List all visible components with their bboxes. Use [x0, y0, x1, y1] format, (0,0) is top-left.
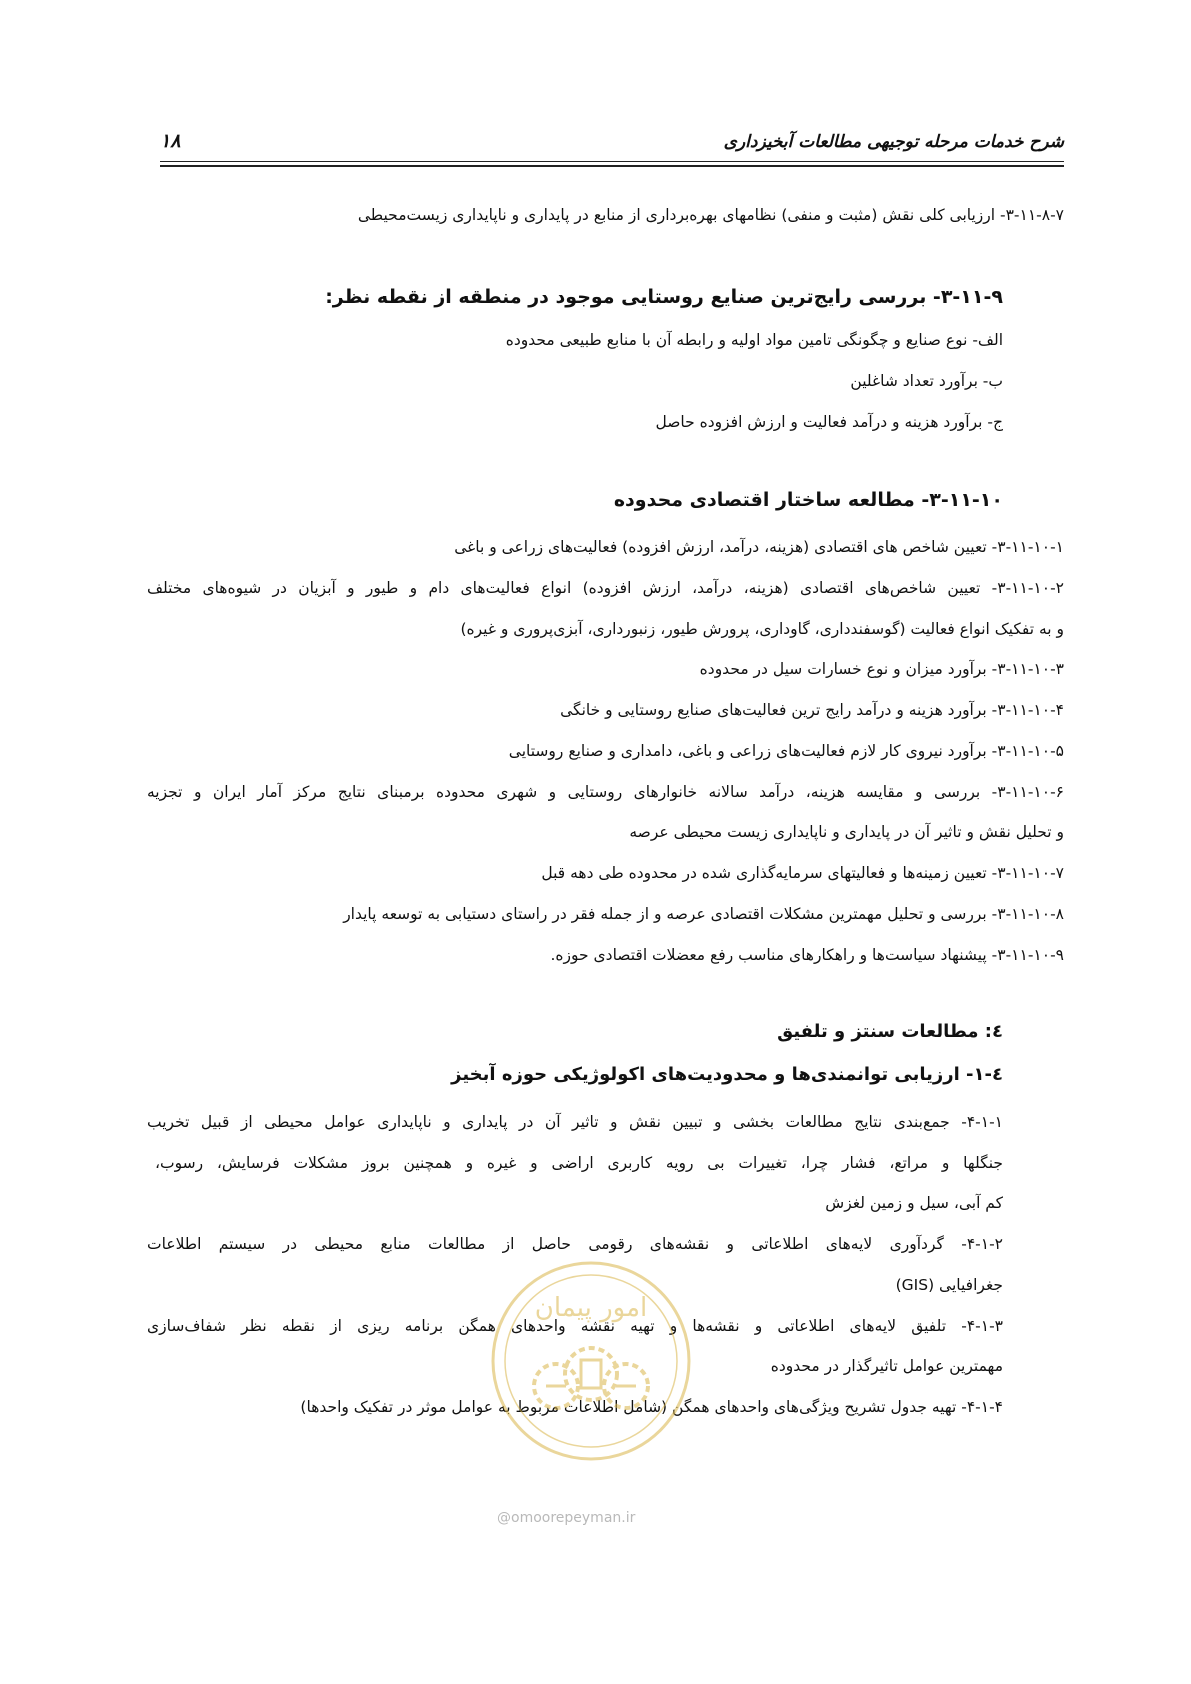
header-title: شرح خدمات مرحله توجیهی مطالعات آبخیزداری — [723, 132, 1064, 152]
at-icon: @ — [497, 1510, 511, 1526]
header-rule-thick — [160, 165, 1064, 167]
paragraph-3-11-10-2: ۳-۱۱-۱۰-۲- تعیین شاخص‌های اقتصادی (هزینه، درآمد، ارزش افزوده) انواع فعالیت‌های دام و طیور و آبزیان در شیوه‌های مختلف — [147, 579, 1064, 597]
paragraph-3-11-8-7: ۳-۱۱-۸-۷- ارزیابی کلی نقش (مثبت و منفی) نظامهای بهره‌برداری از منابع در پایداری و ناپایداری زیست‌محیطی — [357, 206, 1064, 224]
paragraph-3-11-10-7: ۳-۱۱-۱۰-۷- تعیین زمینه‌ها و فعالیتهای سرمایه‌گذاری شده در محدوده طی دهه قبل — [541, 864, 1064, 882]
watermark-site: omoorepeyman.ir — [511, 1510, 636, 1526]
watermark-logo-text: امور پیمان — [534, 1293, 648, 1323]
paragraph-4-1-4: ۴-۱-۴- تهیه جدول تشریح ویژگی‌های واحدهای همگن (شامل اطلاعات مربوط به عوامل موثر در تفکیک واحدها) — [300, 1398, 1003, 1416]
paragraph-3-11-10-6: ۳-۱۱-۱۰-۶- بررسی و مقایسه هزینه، درآمد سالانه خانوارهای روستایی و شهری محدوده برمبنای نتایج مرکز آمار ایران و تجزیه — [147, 783, 1064, 801]
paragraph-4-1-1-cont1: جنگلها و مراتع، فشار چرا، تغییرات بی رویه کاربری اراضی و غیره و همچنین بروز مشکلات فرسایش، رسوب، — [155, 1154, 1003, 1172]
page-number: ۱۸ — [160, 130, 181, 152]
list-item-jim: ج- برآورد هزینه و درآمد فعالیت و ارزش افزوده حاصل — [655, 413, 1003, 431]
header-rule-thin — [160, 161, 1064, 162]
section-heading-4: ٤: مطالعات سنتز و تلفیق — [777, 1021, 1003, 1042]
paragraph-4-1-3-cont: مهمترین عوامل تاثیرگذار در محدوده — [770, 1357, 1003, 1375]
paragraph-3-11-10-9: ۳-۱۱-۱۰-۹- پیشنهاد سیاست‌ها و راهکارهای مناسب رفع معضلات اقتصادی حوزه. — [550, 946, 1064, 964]
paragraph-3-11-10-4: ۳-۱۱-۱۰-۴- برآورد هزینه و درآمد رایج ترین فعالیت‌های صنایع روستایی و خانگی — [560, 701, 1064, 719]
section-heading-3-11-10: ۳-۱۱-۱۰- مطالعه ساختار اقتصادی محدوده — [613, 489, 1003, 511]
paragraph-4-1-3: ۴-۱-۳- تلفیق لایه‌های اطلاعاتی و نقشه‌ها و تهیه نقشه واحدهای همگن برنامه ریزی از نقطه نظر شفاف‌سازی — [147, 1317, 1003, 1335]
paragraph-3-11-10-1: ۳-۱۱-۱۰-۱- تعیین شاخص های اقتصادی (هزینه، درآمد، ارزش افزوده) فعالیت‌های زراعی و باغی — [454, 538, 1064, 556]
list-item-alef: الف- نوع صنایع و چگونگی تامین مواد اولیه و رابطه آن با منابع طبیعی محدوده — [505, 331, 1003, 349]
list-item-be: ب- برآورد تعداد شاغلین — [850, 372, 1003, 390]
paragraph-3-11-10-5: ۳-۱۱-۱۰-۵- برآورد نیروی کار لازم فعالیت‌های زراعی و باغی، دامداری و صنایع روستایی — [508, 742, 1064, 760]
watermark-site-text — [497, 1510, 635, 1526]
paragraph-4-1-1-cont2: کم آبی، سیل و زمین لغزش — [825, 1194, 1003, 1212]
paragraph-3-11-10-3: ۳-۱۱-۱۰-۳- برآورد میزان و نوع خسارات سیل در محدوده — [699, 660, 1064, 678]
paragraph-3-11-10-8: ۳-۱۱-۱۰-۸- بررسی و تحلیل مهمترین مشکلات اقتصادی عرصه و از جمله فقر در راستای دستیابی به توسعه پایدار — [343, 905, 1064, 923]
paragraph-3-11-10-2-cont: و به تفکیک انواع فعالیت (گوسفندداری، گاوداری، پرورش طیور، زنبورداری، آبزی‌پروری و غیره) — [460, 620, 1064, 638]
page-header — [160, 132, 1064, 154]
section-heading-4-1: ٤-۱- ارزیابی توانمندی‌ها و محدودیت‌های اکولوژیکی حوزه آبخیز — [451, 1064, 1003, 1085]
section-heading-3-11-9: ۳-۱۱-۹- بررسی رایج‌ترین صنایع روستایی موجود در منطقه از نقطه نظر: — [325, 286, 1003, 308]
watermark-logo — [486, 1256, 696, 1466]
paragraph-4-1-2-cont: جغرافیایی (GIS) — [895, 1276, 1003, 1294]
paragraph-4-1-1: ۴-۱-۱- جمع‌بندی نتایج مطالعات بخشی و تبیین نقش و تاثیر آن در پایداری و ناپایداری عوامل محیطی از قبیل تخریب — [147, 1113, 1003, 1131]
paragraph-4-1-2: ۴-۱-۲- گردآوری لایه‌های اطلاعاتی و نقشه‌های رقومی حاصل از مطالعات منابع محیطی در سیستم اطلاعات — [147, 1235, 1003, 1253]
paragraph-3-11-10-6-cont: و تحلیل نقش و تاثیر آن در پایداری و ناپایداری زیست محیطی عرصه — [629, 823, 1064, 841]
